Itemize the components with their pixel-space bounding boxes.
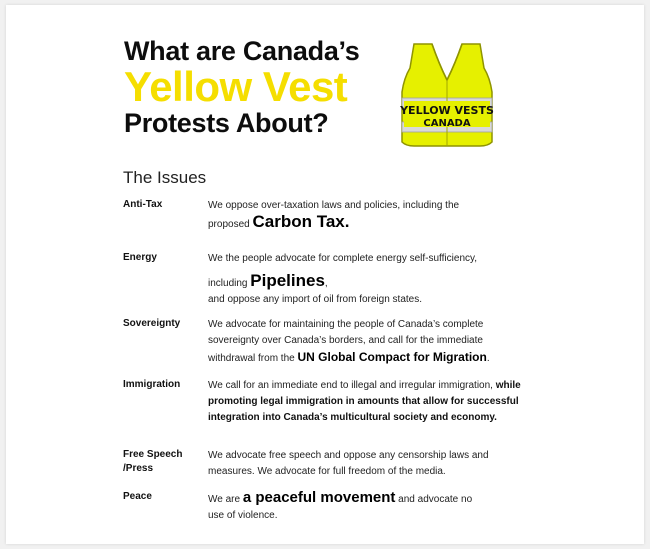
issue-description [208,490,523,524]
issue-text: measures. We advocate for full freedom of the media. [208,466,446,477]
title-block [124,34,359,140]
issue-text: We are [208,494,243,505]
title-line-3: Protests About? [124,108,329,138]
infographic-card [6,5,644,544]
issue-text: and advocate no [395,494,473,505]
issue-label: Immigration [123,379,181,390]
issue-label: Peace [123,491,152,502]
title-line-2: Yellow Vest [124,63,348,110]
issue-text: . [486,353,490,364]
issue-text: proposed [208,219,253,230]
issue-text: We advocate free speech and oppose any censorship laws and [208,450,489,461]
issue-text: We advocate for maintaining the people of Canada’s complete [208,319,484,330]
issue-emphasis: a peaceful movement [242,489,396,506]
issue-emphasis: Carbon Tax. [252,212,350,231]
issue-label: Sovereignty [123,318,181,329]
issue-text: We call for an immediate end to illegal and irregular immigration, [208,380,493,391]
issue-text: use of violence. [208,510,278,521]
issue-emphasis: Pipelines [250,271,325,290]
issue-label [123,448,205,476]
issue-label: Energy [123,252,157,263]
issue-description [208,317,523,367]
issue-emphasis: UN Global Compact for Migration [297,350,487,364]
issue-description [208,448,523,480]
issue-text: We the people advocate for complete energy self-sufficiency, [208,253,478,264]
issue-description [208,198,523,233]
issue-text: . [494,412,497,423]
issue-label-line-2: /Press [123,463,154,474]
issue-text: including [208,278,251,289]
issues-heading: The Issues [123,168,207,187]
issue-description [208,251,523,308]
issue-label-line-1: Free Speech [123,449,183,460]
vest-text-line-1: YELLOW VESTS [400,104,494,117]
issue-label: Anti-Tax [123,199,163,210]
issue-text: We oppose over-taxation laws and policies, including the [208,200,460,211]
issue-text: and oppose any import of oil from foreign states. [208,294,423,305]
issue-description [208,378,523,426]
issue-text: withdrawal from the [208,353,298,364]
vest-text-line-2: CANADA [423,118,471,129]
title-line-1: What are Canada’s [124,36,360,66]
issue-emphasis: while promoting legal immigration in amounts that allow for successful integration into Canada’s multicultural society and economy [208,380,521,423]
yellow-vest-icon [392,38,502,148]
issue-text: , [324,278,328,289]
issue-text: sovereignty over Canada’s borders, and call for the immediate [208,335,483,346]
